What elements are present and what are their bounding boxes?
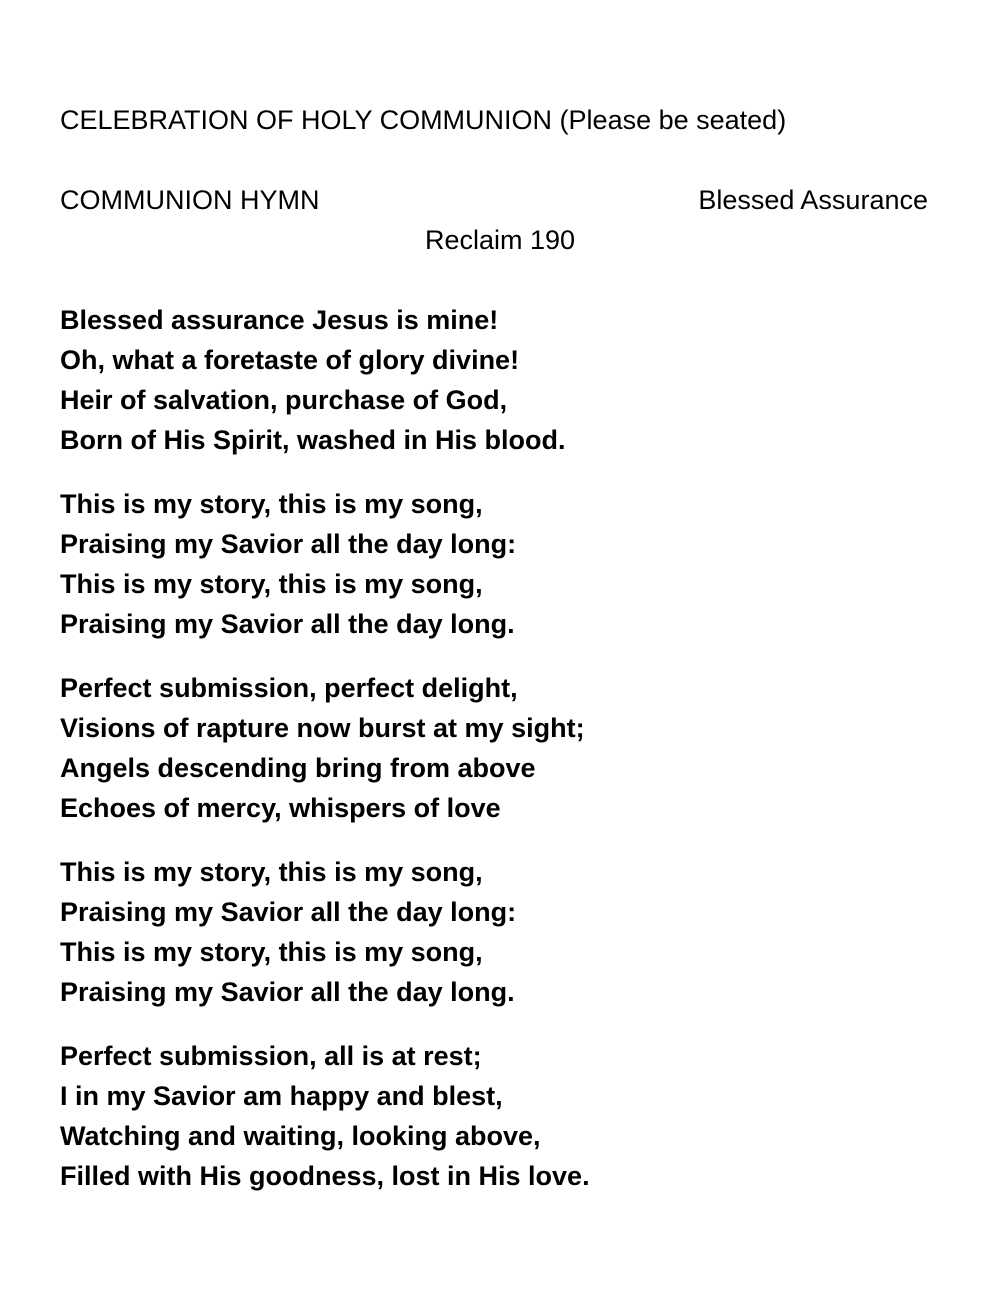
lyric-line: This is my story, this is my song, <box>60 857 483 887</box>
lyric-line: Praising my Savior all the day long. <box>60 977 515 1007</box>
lyric-line: Visions of rapture now burst at my sight; <box>60 713 585 743</box>
hymn-label: COMMUNION HYMN <box>60 185 320 215</box>
stanza-4-refrain <box>60 852 960 1012</box>
lyric-line: I in my Savior am happy and blest, <box>60 1081 503 1111</box>
lyric-line: Born of His Spirit, washed in His blood. <box>60 425 566 455</box>
hymn-number: Reclaim 190 <box>424 225 576 255</box>
lyric-line: Watching and waiting, looking above, <box>60 1121 541 1151</box>
lyric-line: Praising my Savior all the day long: <box>60 529 517 559</box>
hymn-header <box>60 180 928 220</box>
section-heading: CELEBRATION OF HOLY COMMUNION (Please be seated) <box>60 105 787 135</box>
lyric-line: Blessed assurance Jesus is mine! <box>60 305 499 335</box>
lyric-line: Perfect submission, perfect delight, <box>60 673 518 703</box>
lyric-line: Praising my Savior all the day long. <box>60 609 515 639</box>
hymn-lyrics <box>60 300 960 1220</box>
lyric-line: Perfect submission, all is at rest; <box>60 1041 482 1071</box>
lyric-line: Angels descending bring from above <box>60 753 536 783</box>
lyric-line: Heir of salvation, purchase of God, <box>60 385 508 415</box>
stanza-3 <box>60 668 960 828</box>
hymn-title: Blessed Assurance <box>698 185 928 215</box>
stanza-2-refrain <box>60 484 960 644</box>
lyric-line: Echoes of mercy, whispers of love <box>60 793 501 823</box>
lyric-line: This is my story, this is my song, <box>60 937 483 967</box>
lyric-line: This is my story, this is my song, <box>60 489 483 519</box>
stanza-1 <box>60 300 960 460</box>
lyric-line: Praising my Savior all the day long: <box>60 897 517 927</box>
lyric-line: Oh, what a foretaste of glory divine! <box>60 345 520 375</box>
stanza-5 <box>60 1036 960 1196</box>
lyric-line: Filled with His goodness, lost in His love. <box>60 1161 590 1191</box>
lyric-line: This is my story, this is my song, <box>60 569 483 599</box>
